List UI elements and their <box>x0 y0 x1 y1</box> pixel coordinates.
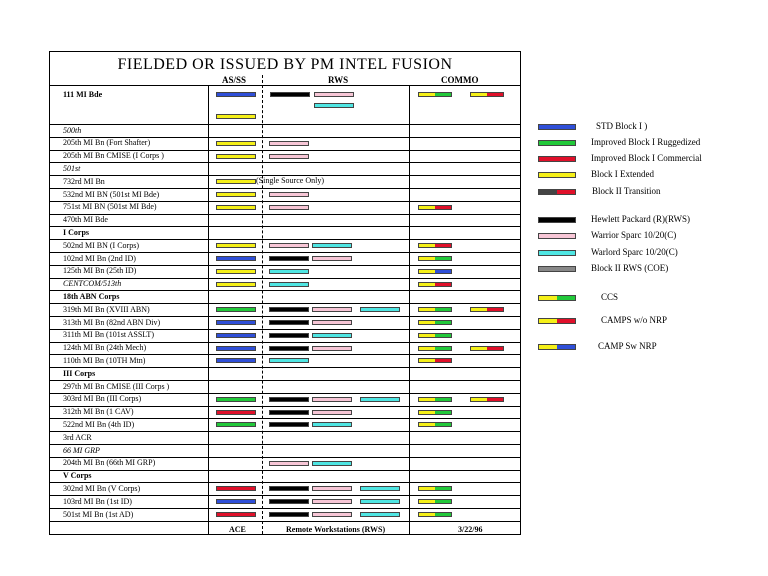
rws-bar-hp_rws <box>269 256 309 261</box>
row-divider <box>50 470 520 471</box>
row-label: 125th MI Bn (25th ID) <box>63 266 137 276</box>
asss-bar-block1_extended <box>216 192 256 197</box>
rws-bar-warlord_sparc <box>312 422 352 427</box>
row-divider <box>50 482 520 483</box>
row-divider <box>50 150 520 151</box>
rws-bar-warlord_sparc <box>312 461 352 466</box>
commo-bar-ccs <box>418 397 452 402</box>
legend-label: CCS <box>601 292 619 302</box>
column-header-asss: AS/SS <box>222 75 247 85</box>
legend-label: Warlord Sparc 10/20(C) <box>591 247 678 257</box>
legend-label: Block II Transition <box>592 186 661 196</box>
column-divider-dashed <box>262 75 263 534</box>
row-divider <box>50 124 520 125</box>
asss-bar-block1_extended <box>216 154 256 159</box>
row-label: 311th MI Bn (101st ASSLT) <box>63 330 154 340</box>
rws-bar-warlord_sparc <box>360 397 400 402</box>
row-divider <box>50 329 520 330</box>
row-divider <box>50 457 520 458</box>
rws-bar-warrior_sparc <box>312 256 352 261</box>
rws-bar-warrior_sparc <box>314 92 354 97</box>
legend-item-camp_sw_nrp <box>538 341 768 355</box>
commo-bar-camps_nrp <box>418 205 452 210</box>
row-label: CENTCOM/513th <box>63 279 122 289</box>
legend-label: Hewlett Packard (R)(RWS) <box>591 214 690 224</box>
row-label: 532nd MI BN (501st MI Bde) <box>63 189 160 199</box>
asss-bar-block1_extended <box>216 205 256 210</box>
row-divider <box>50 201 520 202</box>
commo-bar-ccs <box>418 346 452 351</box>
rws-bar-warrior_sparc <box>269 461 309 466</box>
row-label: 111 MI Bde <box>63 90 103 99</box>
asss-bar-block1_extended <box>216 114 256 119</box>
commo-bar-ccs <box>418 486 452 491</box>
commo-bar-camps_nrp <box>418 282 452 287</box>
row-divider <box>50 380 520 381</box>
rws-bar-warrior_sparc <box>312 410 352 415</box>
row-label: 205th MI Bn (Fort Shafter) <box>63 138 151 148</box>
rws-bar-hp_rws <box>269 486 309 491</box>
rws-bar-hp_rws <box>269 397 309 402</box>
camps-nrp-swatch <box>538 318 576 324</box>
row-label: 18th ABN Corps <box>63 291 120 301</box>
row-divider <box>50 162 520 163</box>
row-label: 303rd MI Bn (III Corps) <box>63 394 142 404</box>
row-divider <box>50 226 520 227</box>
rws-bar-hp_rws <box>269 307 309 312</box>
row-divider <box>50 239 520 240</box>
commo-bar-camps_nrp <box>418 243 452 248</box>
row-divider <box>50 265 520 266</box>
std-block1-swatch <box>538 124 576 130</box>
row-label: 297th MI Bn CMISE (III Corps ) <box>63 381 170 391</box>
rws-bar-warlord_sparc <box>269 358 309 363</box>
asss-bar-block1_extended <box>216 282 256 287</box>
rws-bar-warlord_sparc <box>269 282 309 287</box>
ccs-swatch <box>538 295 576 301</box>
row-divider <box>50 214 520 215</box>
rws-bar-warrior_sparc <box>269 141 309 146</box>
row-divider <box>50 406 520 407</box>
camp-sw-nrp-swatch <box>538 344 576 350</box>
rws-bar-warrior_sparc <box>269 154 309 159</box>
row-divider <box>50 393 520 394</box>
row-divider <box>50 252 520 253</box>
row-label: 501st <box>63 163 81 173</box>
column-divider-right <box>409 85 410 534</box>
row-label: 319th MI Bn (XVIII ABN) <box>63 304 150 314</box>
commo-bar-camps_nrp <box>418 358 452 363</box>
commo-bar-ccs <box>418 512 452 517</box>
legend-item-ccs <box>538 292 768 306</box>
rws-bar-warlord_sparc <box>314 103 354 108</box>
block2-rws-swatch <box>538 266 576 272</box>
commo-bar-ccs <box>418 256 452 261</box>
rws-bar-hp_rws <box>269 320 309 325</box>
rws-bar-warlord_sparc <box>360 499 400 504</box>
rws-bar-hp_rws <box>269 346 309 351</box>
row-divider <box>50 495 520 496</box>
asss-bar-std_block1 <box>216 358 256 363</box>
block1-extended-swatch <box>538 172 576 178</box>
warlord-sparc-swatch <box>538 250 576 256</box>
commo-bar-camps_nrp <box>470 92 504 97</box>
legend-item-std_block1 <box>538 121 768 135</box>
commo-bar-ccs <box>418 307 452 312</box>
hp-rws-swatch <box>538 217 576 223</box>
asss-bar-block1_extended <box>216 243 256 248</box>
rws-bar-warrior_sparc <box>312 486 352 491</box>
rws-bar-warrior_sparc <box>269 243 309 248</box>
row-divider <box>50 444 520 445</box>
row-label: 204th MI Bn (66th MI GRP) <box>63 458 156 468</box>
footer-divider <box>50 521 520 522</box>
row-divider <box>50 137 520 138</box>
row-label: 501st MI Bn (1st AD) <box>63 509 134 519</box>
asss-bar-improved_commercial <box>216 486 256 491</box>
row-divider <box>50 508 520 509</box>
warrior-sparc-swatch <box>538 233 576 239</box>
legend-label: Warrior Sparc 10/20(C) <box>591 230 677 240</box>
row-divider <box>50 431 520 432</box>
commo-bar-ccs <box>418 422 452 427</box>
header-divider <box>50 85 520 86</box>
column-header-commo: COMMO <box>441 75 479 85</box>
rws-bar-hp_rws <box>269 422 309 427</box>
legend-label: Improved Block I Ruggedized <box>591 137 701 147</box>
row-divider <box>50 278 520 279</box>
row-divider <box>50 354 520 355</box>
legend-label: CAMPS w/o NRP <box>601 315 668 325</box>
rws-bar-warrior_sparc <box>312 499 352 504</box>
commo-bar-ccs <box>418 499 452 504</box>
legend-label: Block I Extended <box>591 169 654 179</box>
row-label: V Corps <box>63 471 92 481</box>
row-divider <box>50 418 520 419</box>
row-label: I Corps <box>63 227 90 237</box>
commo-bar-camps_nrp <box>470 397 504 402</box>
row-label: 313th MI Bn (82nd ABN Div) <box>63 317 161 327</box>
rws-bar-warrior_sparc <box>269 192 309 197</box>
legend-item-warrior_sparc <box>538 230 768 244</box>
row-divider <box>50 303 520 304</box>
rws-bar-warlord_sparc <box>312 333 352 338</box>
legend-item-camps_nrp <box>538 315 768 329</box>
row-label: 732rd MI Bn <box>63 176 105 186</box>
legend-item-improved_ruggedized <box>538 137 768 151</box>
rws-bar-warrior_sparc <box>312 320 352 325</box>
legend-label: STD Block I ) <box>596 121 648 131</box>
commo-bar-ccs <box>418 410 452 415</box>
row-label: 302nd MI Bn (V Corps) <box>63 483 141 493</box>
commo-bar-ccs <box>418 320 452 325</box>
row-label: 3rd ACR <box>63 432 92 442</box>
asss-bar-block1_extended <box>216 269 256 274</box>
legend-label: Block II RWS (COE) <box>591 263 669 273</box>
commo-bar-camps_nrp <box>470 346 504 351</box>
rws-bar-hp_rws <box>269 333 309 338</box>
rws-bar-warrior_sparc <box>312 346 352 351</box>
row-divider <box>50 342 520 343</box>
row-label: 110th MI Bn (10TH Mtn) <box>63 355 146 365</box>
asss-bar-std_block1 <box>216 92 256 97</box>
asss-bar-improved_ruggedized <box>216 307 256 312</box>
row-label: 124th MI Bn (24th Mech) <box>63 343 147 353</box>
row-divider <box>50 316 520 317</box>
row-label: 102nd MI Bn (2nd ID) <box>63 253 136 263</box>
commo-bar-ccs <box>418 92 452 97</box>
rws-bar-hp_rws <box>269 410 309 415</box>
legend-item-improved_commercial <box>538 153 768 167</box>
asss-bar-improved_commercial <box>216 512 256 517</box>
rws-bar-warlord_sparc <box>269 269 309 274</box>
row-divider <box>50 367 520 368</box>
rws-bar-warrior_sparc <box>312 512 352 517</box>
commo-bar-ccs <box>418 333 452 338</box>
row-label: 751st MI BN (501st MI Bde) <box>63 202 157 212</box>
table-title: FIELDED OR ISSUED BY PM INTEL FUSION <box>117 56 453 73</box>
asss-bar-std_block1 <box>216 346 256 351</box>
row-label: 205th MI Bn CMISE (I Corps ) <box>63 151 164 161</box>
improved-commercial-swatch <box>538 156 576 162</box>
block2-transition-swatch <box>538 189 576 195</box>
asss-bar-improved_ruggedized <box>216 422 256 427</box>
legend-item-block1_extended <box>538 169 768 183</box>
commo-bar-camp_sw_nrp <box>418 269 452 274</box>
footer-rws: Remote Workstations (RWS) <box>286 525 386 534</box>
asss-bar-std_block1 <box>216 320 256 325</box>
footer-ace: ACE <box>229 525 246 534</box>
asss-bar-block1_extended <box>216 141 256 146</box>
rws-bar-warrior_sparc <box>269 205 309 210</box>
improved-ruggedized-swatch <box>538 140 576 146</box>
rws-bar-warlord_sparc <box>360 512 400 517</box>
asss-bar-std_block1 <box>216 499 256 504</box>
column-divider-left <box>208 85 209 534</box>
fielded-table <box>49 51 521 535</box>
rws-bar-hp_rws <box>269 512 309 517</box>
asss-bar-improved_commercial <box>216 410 256 415</box>
legend-item-block2_transition <box>538 186 768 200</box>
rws-bar-warrior_sparc <box>312 397 352 402</box>
row-label: 66 MI GRP <box>63 445 100 455</box>
legend-item-block2_rws <box>538 263 768 277</box>
asss-bar-std_block1 <box>216 256 256 261</box>
single-source-note: (Single Source Only) <box>256 176 324 186</box>
row-label: 103rd MI Bn (1st ID) <box>63 496 132 506</box>
row-label: 312th MI Bn (1 CAV) <box>63 407 134 417</box>
rws-bar-warrior_sparc <box>312 307 352 312</box>
row-label: 502nd MI BN (I Corps) <box>63 240 139 250</box>
asss-bar-block1_extended <box>216 179 256 184</box>
asss-bar-improved_ruggedized <box>216 397 256 402</box>
rws-bar-hp_rws <box>270 92 310 97</box>
asss-bar-std_block1 <box>216 333 256 338</box>
row-label: 522nd MI Bn (4th ID) <box>63 419 135 429</box>
rws-bar-warlord_sparc <box>312 243 352 248</box>
rws-bar-hp_rws <box>269 499 309 504</box>
legend-item-warlord_sparc <box>538 247 768 261</box>
commo-bar-camps_nrp <box>470 307 504 312</box>
rws-bar-warlord_sparc <box>360 307 400 312</box>
rws-bar-warlord_sparc <box>360 486 400 491</box>
row-label: III Corps <box>63 368 96 378</box>
row-label: 470th MI Bde <box>63 215 108 225</box>
row-label: 500th <box>63 125 82 135</box>
row-divider <box>50 290 520 291</box>
footer-date: 3/22/96 <box>458 525 483 534</box>
legend-label: Improved Block I Commercial <box>591 153 702 163</box>
column-header-rws: RWS <box>328 75 349 85</box>
row-divider <box>50 188 520 189</box>
legend-item-hp_rws <box>538 214 768 228</box>
legend-label: CAMP Sw NRP <box>598 341 657 351</box>
